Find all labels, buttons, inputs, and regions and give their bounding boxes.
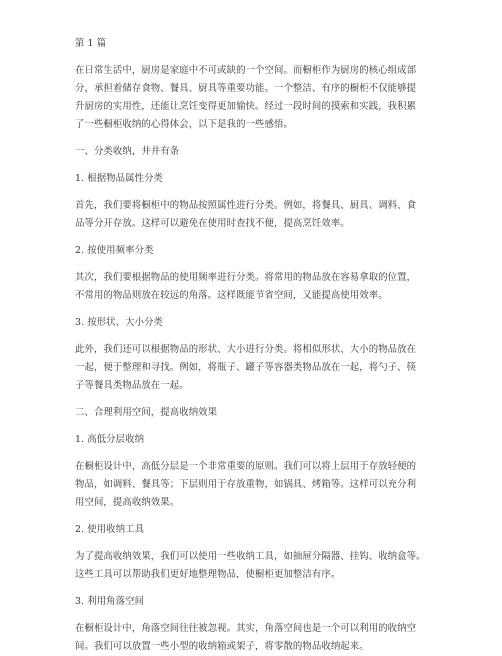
subsection-heading: 2. 按使用频率分类: [75, 245, 154, 256]
paragraph-line: 其次，我们要根据物品的使用频率进行分类。将常用的物品放在容易拿取的位置，: [75, 272, 417, 283]
subsection-paragraph: [75, 341, 435, 395]
section-heading: 一、分类收纳，井井有条: [75, 146, 180, 157]
subsection-paragraph: [75, 548, 435, 584]
subsection-paragraph: [75, 458, 435, 512]
intro-line: 分，承担着储存食物、餐具、厨具等重要功能。一个整洁、有序的橱柜不仅能够提: [75, 83, 417, 94]
paragraph-line: 用空间，提高收纳效果。: [75, 497, 180, 508]
paragraph-line: 子等餐具类物品放在一起。: [75, 380, 189, 391]
paragraph-line: 在橱柜设计中，高低分层是一个非常重要的原则。我们可以将上层用于存放轻便的: [75, 461, 417, 472]
paragraph-line: 此外，我们还可以根据物品的形状、大小进行分类。将相似形状、大小的物品放在: [75, 344, 417, 355]
subsection-heading: 3. 按形状、大小分类: [75, 317, 164, 328]
subsection-paragraph: [75, 269, 435, 305]
section-heading: 二、合理利用空间，提高收纳效果: [75, 407, 218, 418]
intro-line: 升厨房的实用性，还能让烹饪变得更加愉快。经过一段时间的摸索和实践，我积累: [75, 101, 417, 112]
subsection-heading: 2. 使用收纳工具: [75, 524, 145, 535]
document-body: [75, 35, 435, 656]
subsection-paragraph: [75, 620, 435, 656]
paragraph-line: 品等分开存放。这样可以避免在使用时查找不便，提高烹饪效率。: [75, 218, 350, 229]
paragraph-line: 物品，如调料、餐具等；下层则用于存放重物，如锅具、烤箱等。这样可以充分利: [75, 479, 417, 490]
paragraph-line: 首先，我们要将橱柜中的物品按照属性进行分类。例如，将餐具、厨具、调料、食: [75, 200, 417, 211]
subsection-heading: 1. 高低分层收纳: [75, 434, 145, 445]
subsection-heading: 1. 根据物品属性分类: [75, 173, 164, 184]
paragraph-line: 这些工具可以帮助我们更好地整理物品，使橱柜更加整洁有序。: [75, 569, 341, 580]
subsection-paragraph: [75, 197, 435, 233]
paragraph-line: 为了提高收纳效果，我们可以使用一些收纳工具，如抽屉分隔器、挂钩、收纳盒等。: [75, 551, 426, 562]
paragraph-line: 间。我们可以放置一些小型的收纳箱或架子，将零散的物品收纳起来。: [75, 641, 369, 652]
paragraph-line: 一起，便于整理和寻找。例如，将瓶子、罐子等容器类物品放在一起，将勺子、筷: [75, 362, 417, 373]
intro-line: 在日常生活中，厨房是家庭中不可或缺的一个空间。而橱柜作为厨房的核心组成部: [75, 65, 417, 76]
intro-line: 了一些橱柜收纳的心得体会，以下是我的一些感悟。: [75, 119, 293, 130]
paragraph-line: 在橱柜设计中，角落空间往往被忽视。其实，角落空间也是一个可以利用的收纳空: [75, 623, 417, 634]
paragraph-line: 不常用的物品则放在较远的角落。这样既能节省空间，又能提高使用效率。: [75, 290, 388, 301]
document-title: 第 1 篇: [75, 38, 107, 49]
intro-paragraph: [75, 62, 435, 134]
subsection-heading: 3. 利用角落空间: [75, 596, 145, 607]
